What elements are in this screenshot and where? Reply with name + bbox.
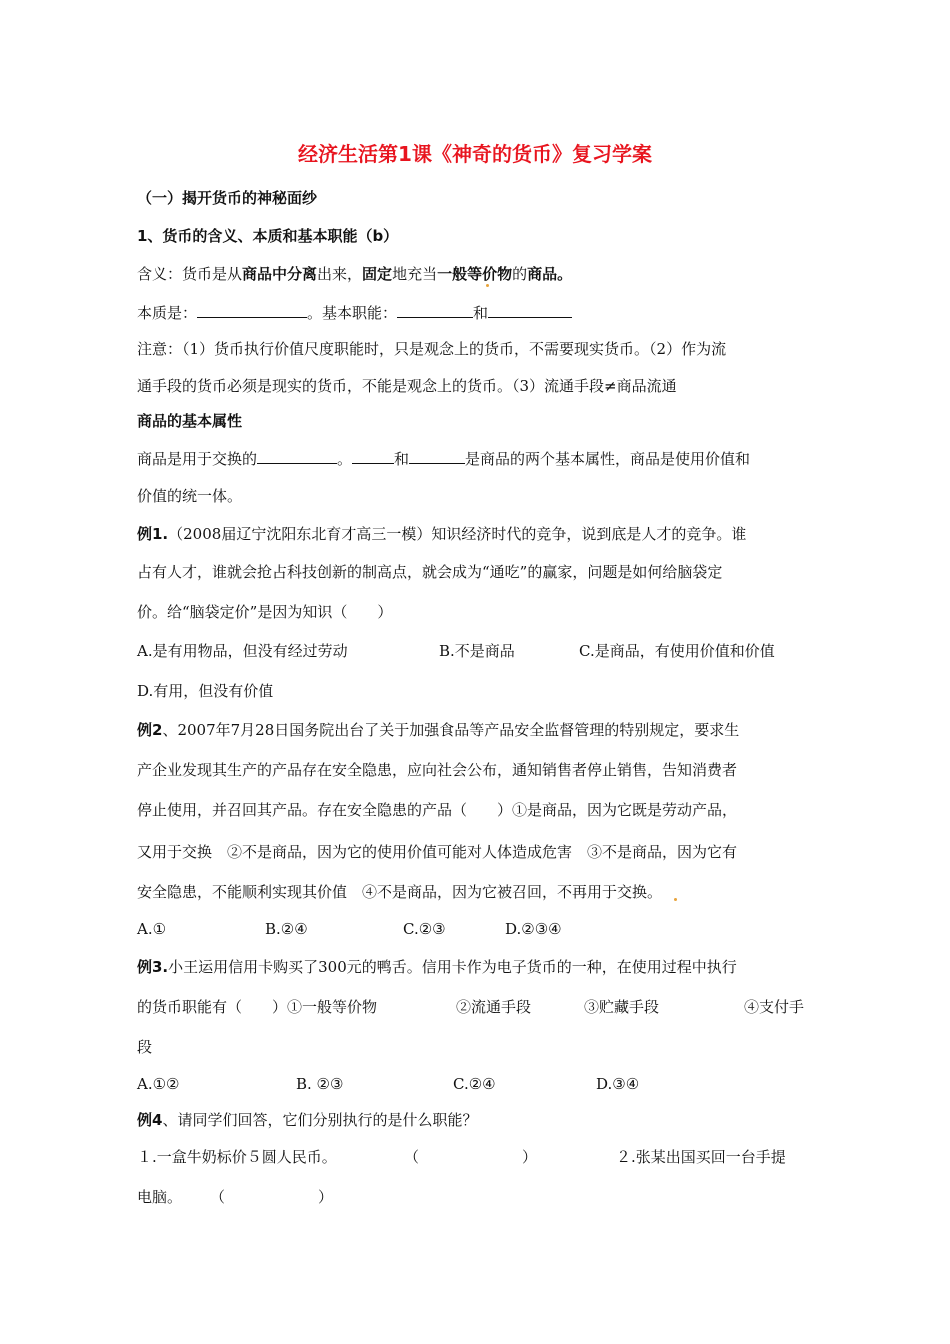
answer-paren-open: （	[404, 1148, 420, 1166]
essence-line	[137, 302, 572, 323]
example-3-line-2a: 的货币职能有（ ）①一般等价物	[137, 998, 378, 1016]
example-2-option-b: B.②④	[265, 920, 308, 938]
example-3-option-c: C.②④	[453, 1075, 496, 1093]
example-3-line-3: 段	[137, 1038, 153, 1056]
example-1-option-d: D.有用，但没有价值	[137, 682, 274, 700]
example-2-line-5: 安全隐患，不能顺利实现其价值 ④不是商品，因为它被召回，不再用于交换。	[137, 883, 663, 901]
fill-blank[interactable]	[397, 302, 473, 318]
essence-and: 和	[473, 304, 489, 322]
example-1-line-2: 占有人才，谁就会抢占科技创新的制高点，就会成为“通吃”的赢家，问题是如何给脑袋定	[137, 563, 723, 581]
example-3-line-1	[137, 957, 737, 977]
fill-blank[interactable]	[488, 302, 572, 318]
note-line-1: 注意：（1）货币执行价值尺度职能时，只是观念上的货币，不需要现实货币。（2）作为流	[137, 340, 727, 358]
decorative-dot	[486, 284, 489, 287]
example-3-line-2c: ③贮藏手段	[584, 998, 660, 1016]
meaning-label: 含义：货币是从	[137, 265, 243, 283]
example-4-line-1	[137, 1110, 477, 1130]
essence-mid: 。基本职能：	[307, 304, 398, 322]
example-1-option-a: A.是有用物品，但没有经过劳动	[137, 642, 348, 660]
section-heading: （一）揭开货币的神秘面纱	[137, 189, 318, 207]
attr-text-1: 商品是用于交换的	[137, 450, 258, 468]
meaning-bold-2: 固定	[362, 265, 393, 283]
example-3-option-b: B. ②③	[296, 1075, 344, 1093]
example-3-label: 例3.	[137, 958, 169, 976]
meaning-line	[137, 264, 572, 284]
example-1-text-1: （2008届辽宁沈阳东北育才高三一模）知识经济时代的竞争，说到底是人才的竞争。谁	[168, 525, 747, 543]
example-2-option-d: D.②③④	[505, 920, 562, 938]
essence-label: 本质是：	[137, 304, 198, 322]
example-3-text-1: 小王运用信用卡购买了300元的鸭舌。信用卡作为电子货币的一种，在使用过程中执行	[168, 958, 737, 976]
example-1-option-b: B.不是商品	[439, 642, 515, 660]
example-1-option-c: C.是商品，有使用价值和价值	[579, 642, 775, 660]
attr-text-2: 。	[337, 450, 353, 468]
meaning-text-3: 地充当	[392, 265, 438, 283]
attr-line-2: 价值的统一体。	[137, 487, 243, 505]
note-line-2: 通手段的货币必须是现实的货币，不能是观念上的货币。（3）流通手段≠商品流通	[137, 377, 677, 395]
example-4-label: 例4	[137, 1111, 163, 1129]
fill-blank[interactable]	[352, 448, 394, 464]
attr-line-1	[137, 448, 750, 469]
example-3-line-2d: ④支付手	[744, 998, 805, 1016]
example-4-text-1: 、请同学们回答，它们分别执行的是什么职能？	[162, 1111, 478, 1129]
example-2-option-a: A.①	[137, 920, 167, 938]
example-1-line-3: 价。给“脑袋定价”是因为知识（ ）	[137, 603, 393, 621]
example-2-line-2: 产企业发现其生产的产品存在安全隐患，应向社会公布，通知销售者停止销售，告知消费者	[137, 761, 738, 779]
answer-paren-close: ）	[522, 1148, 538, 1166]
example-2-line-4: 又用于交换 ②不是商品，因为它的使用价值可能对人体造成危害 ③不是商品，因为它有	[137, 843, 738, 861]
example-4-question-1: １.一盒牛奶标价５圆人民币。	[137, 1148, 337, 1166]
example-2-label: 例2	[137, 721, 163, 739]
attr-text-4: 是商品的两个基本属性，商品是使用价值和	[465, 450, 751, 468]
meaning-bold-4: 商品。	[527, 265, 573, 283]
answer-paren-close: ）	[318, 1188, 334, 1206]
example-4-question-2: ２.张某出国买回一台手提	[616, 1148, 786, 1166]
example-2-line-1	[137, 720, 739, 740]
example-4-line-3: 电脑。	[137, 1188, 183, 1206]
example-1-line-1	[137, 524, 746, 544]
example-2-option-c: C.②③	[403, 920, 446, 938]
example-3-line-2b: ②流通手段	[456, 998, 532, 1016]
meaning-text-2: 出来，	[317, 265, 363, 283]
fill-blank[interactable]	[409, 448, 465, 464]
decorative-dot	[674, 898, 677, 901]
example-3-option-a: A.①②	[137, 1075, 180, 1093]
example-1-label: 例1.	[137, 525, 169, 543]
attr-text-3: 和	[394, 450, 410, 468]
meaning-bold-1: 商品中分离	[242, 265, 318, 283]
example-2-line-3: 停止使用，并召回其产品。存在安全隐患的产品（ ）①是商品，因为它既是劳动产品，	[137, 801, 738, 819]
meaning-text-4: 的	[512, 265, 528, 283]
fill-blank[interactable]	[257, 448, 337, 464]
attr-heading: 商品的基本属性	[137, 412, 243, 430]
answer-paren-open: （	[210, 1188, 226, 1206]
point-heading: 1、货币的含义、本质和基本职能（b）	[137, 227, 399, 245]
page-title: 经济生活第1课《神奇的货币》复习学案	[298, 142, 652, 166]
fill-blank[interactable]	[197, 302, 307, 318]
example-3-option-d: D.③④	[596, 1075, 640, 1093]
example-2-text-1: 、2007年7月28日国务院出台了关于加强食品等产品安全监督管理的特别规定，要求生	[162, 721, 740, 739]
meaning-bold-3: 一般等价物	[437, 265, 513, 283]
